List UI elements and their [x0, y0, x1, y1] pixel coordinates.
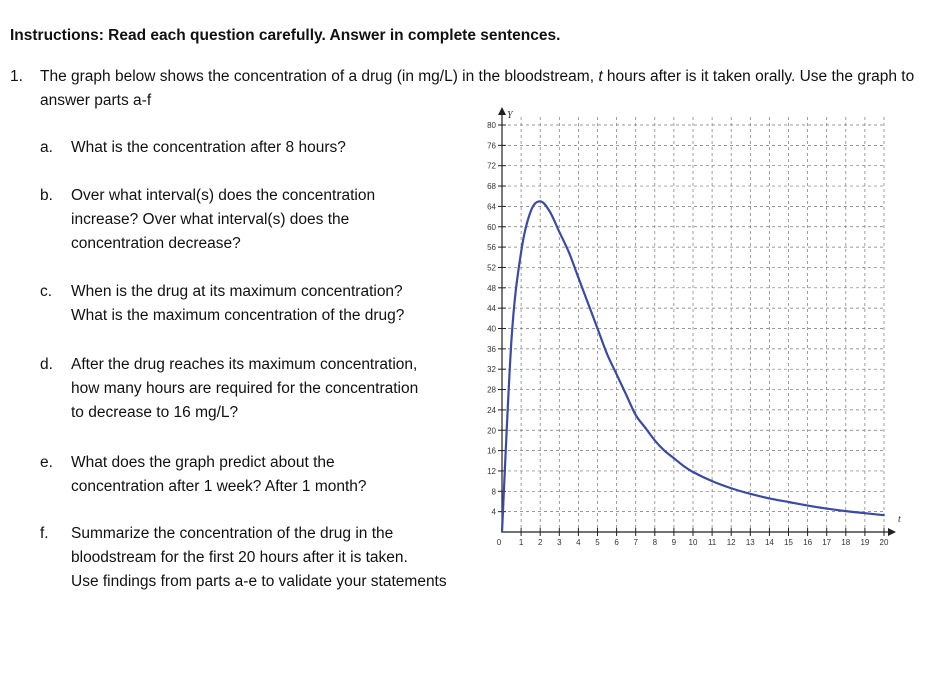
x-tick-label: 16 [803, 538, 813, 547]
x-tick-label: 12 [726, 538, 736, 547]
y-tick-label: 32 [487, 365, 496, 375]
curve-point [749, 493, 751, 495]
variable-t: t [598, 68, 603, 85]
part-letter: b. [40, 187, 53, 204]
y-tick-label: 16 [487, 446, 496, 456]
y-tick-label: 80 [487, 121, 496, 130]
y-tick-label: 48 [487, 283, 496, 293]
y-tick-label: 72 [487, 161, 496, 171]
curve-point [635, 414, 637, 416]
curve-point [807, 505, 809, 507]
x-tick-label: 17 [822, 538, 832, 547]
curve-point [769, 498, 771, 500]
x-tick-label: 14 [764, 538, 774, 547]
curve-point [597, 328, 599, 330]
curve-point [730, 487, 732, 489]
part-d [40, 353, 418, 425]
part-line: to decrease to 16 mg/L? [71, 404, 239, 421]
x-tick-label: 4 [576, 538, 581, 547]
curve-point [616, 373, 618, 375]
part-c [40, 280, 404, 328]
x-tick-label: 20 [879, 538, 889, 547]
y-axis-label: Y [507, 110, 513, 121]
concentration-graph [440, 105, 905, 555]
x-tick-label: 6 [614, 538, 619, 547]
curve-point [587, 302, 589, 304]
y-tick-label: 76 [487, 141, 496, 151]
x-axis-arrow [888, 528, 896, 536]
y-tick-label: 40 [487, 324, 496, 334]
part-line: how many hours are required for the concentration [71, 380, 419, 397]
part-letter: e. [40, 454, 53, 471]
curve-point [845, 510, 847, 512]
curve-point [692, 471, 694, 473]
part-letter: c. [40, 283, 53, 300]
part-line: Over what interval(s) does the concentration [71, 187, 376, 204]
curve-point [673, 457, 675, 459]
part-line: increase? Over what interval(s) does the [71, 211, 350, 228]
y-tick-label: 60 [487, 222, 496, 232]
part-line: When is the drug at its maximum concentration? [71, 283, 403, 300]
part-line: What is the concentration after 8 hours? [71, 139, 346, 156]
x-tick-label: 3 [557, 538, 562, 547]
y-tick-label: 36 [487, 344, 496, 354]
part-line: After the drug reaches its maximum concentration, [71, 356, 418, 373]
curve-point [663, 450, 665, 452]
instructions-heading: Instructions: Read each question carefully. Answer in complete sentences. [10, 27, 561, 44]
y-tick-label: 64 [487, 202, 496, 212]
part-line: What does the graph predict about the [71, 454, 335, 471]
curve-point [654, 440, 656, 442]
x-tick-label: 9 [671, 538, 677, 547]
curve-point [501, 531, 503, 533]
x-tick-label: 13 [745, 538, 755, 547]
y-tick-label: 4 [491, 507, 496, 517]
curve-point [711, 480, 713, 482]
x-tick-label: 19 [860, 538, 870, 547]
x-tick-label: 11 [707, 538, 717, 547]
y-tick-label: 24 [487, 405, 496, 415]
part-line: concentration decrease? [71, 235, 241, 252]
x-tick-labels [497, 538, 889, 547]
part-letter: d. [40, 356, 53, 373]
curve-point [625, 394, 627, 396]
y-tick-label: 44 [487, 304, 496, 314]
y-tick-label: 20 [487, 426, 496, 436]
x-tick-label: 15 [784, 538, 793, 547]
x-tick-label: 8 [652, 538, 658, 547]
curve-point [826, 508, 828, 510]
curve-point [511, 338, 513, 340]
y-tick-labels [487, 121, 496, 517]
part-line: concentration after 1 week? After 1 month? [71, 478, 367, 495]
curve-point [568, 251, 570, 253]
part-line: Use findings from parts a-e to validate your statements [71, 573, 447, 590]
x-tick-label: 1 [518, 538, 524, 547]
curve-point [864, 512, 866, 514]
curve-point [644, 427, 646, 429]
y-tick-label: 56 [487, 243, 496, 253]
curve-point [578, 277, 580, 279]
curve-point [539, 200, 541, 202]
x-tick-label: 18 [841, 538, 851, 547]
curve-point [606, 353, 608, 355]
question-text-part2: hours after is it taken orally. Use the graph to answer parts a-f [40, 68, 915, 109]
part-b [40, 184, 375, 256]
curve-point [549, 211, 551, 213]
x-tick-label: 2 [537, 538, 543, 547]
curve-point [520, 251, 522, 253]
curve-point [558, 231, 560, 233]
part-f [40, 522, 447, 594]
x-axis-label: t [898, 514, 901, 525]
part-line: Summarize the concentration of the drug in the [71, 525, 394, 542]
curve-point [683, 465, 685, 467]
x-tick-label: 7 [633, 538, 638, 547]
part-a [40, 136, 346, 160]
x-tick-label: 0 [496, 538, 502, 547]
x-tick-label: 10 [688, 538, 698, 547]
graph-grid [502, 117, 884, 532]
y-tick-label: 28 [487, 385, 496, 395]
y-axis-arrow [498, 107, 506, 115]
graph-axes [498, 107, 901, 536]
part-line: bloodstream for the first 20 hours after it is taken. [71, 549, 408, 566]
question-number: 1. [10, 68, 23, 85]
x-tick-label: 5 [595, 538, 600, 547]
curve-point [788, 501, 790, 503]
y-tick-label: 68 [487, 182, 496, 192]
part-e [40, 451, 367, 499]
curve-point [883, 514, 885, 516]
part-letter: a. [40, 139, 53, 156]
question-text-part1: The graph below shows the concentration of a drug (in mg/L) in the bloodstream, [40, 68, 599, 85]
part-line: What is the maximum concentration of the drug? [71, 307, 405, 324]
y-tick-label: 12 [487, 466, 496, 476]
y-tick-label: 52 [487, 263, 496, 273]
curve-point [530, 211, 532, 213]
y-tick-label: 8 [491, 487, 496, 497]
part-letter: f. [40, 525, 49, 542]
